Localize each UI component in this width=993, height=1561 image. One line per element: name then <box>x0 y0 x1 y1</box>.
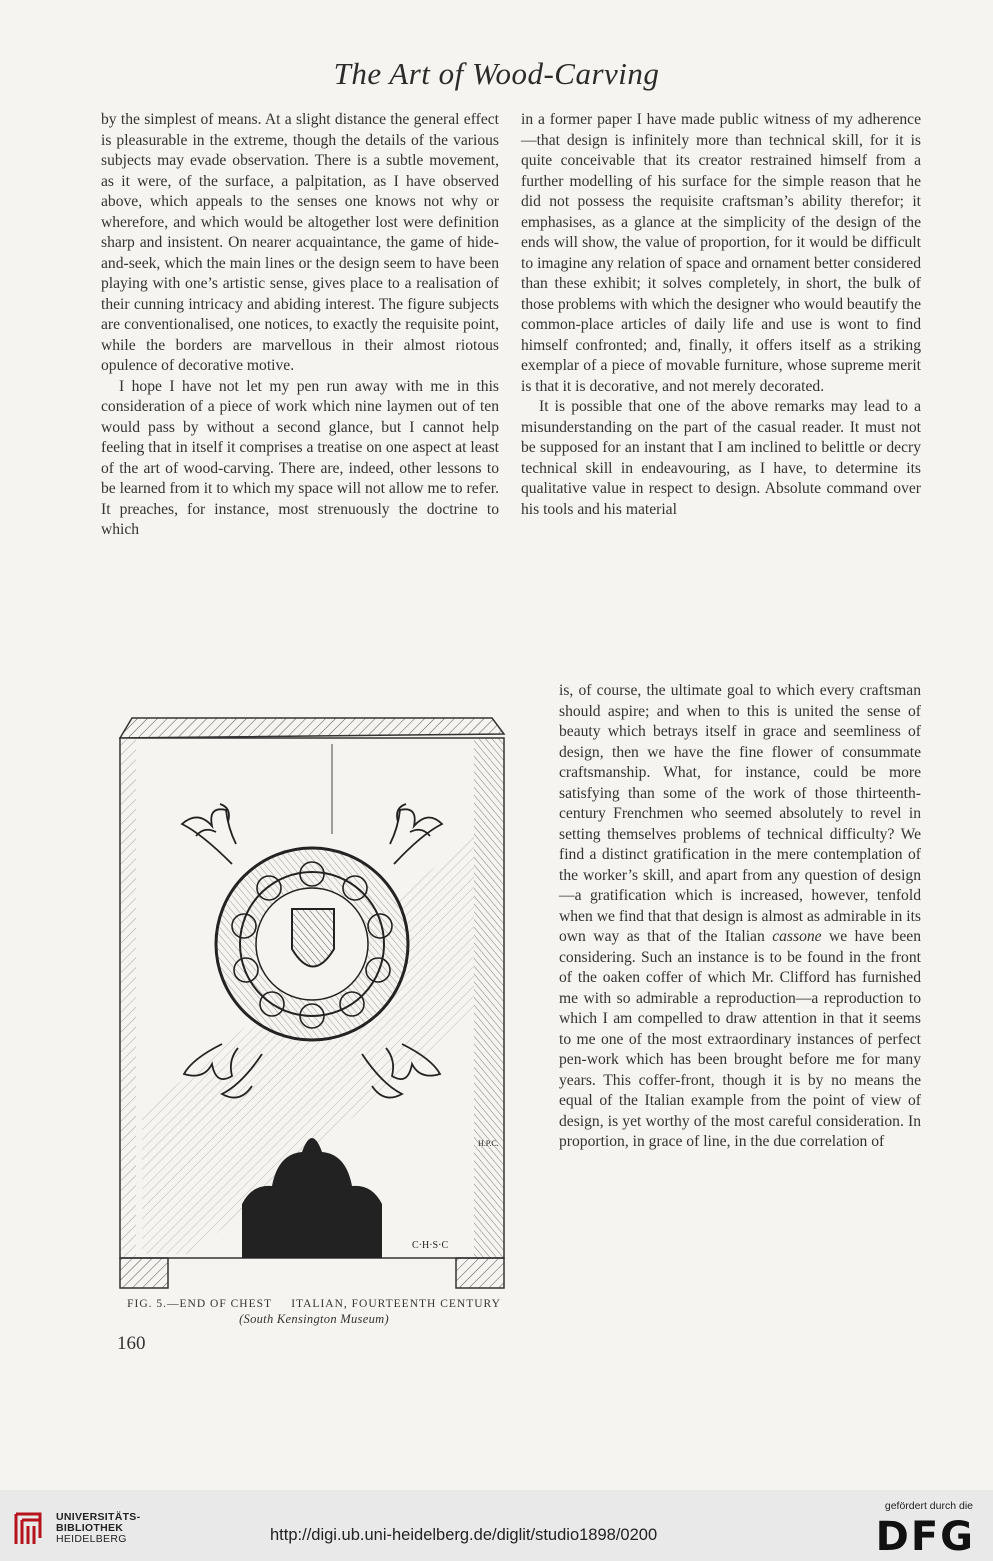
institution-line-3: HEIDELBERG <box>56 1533 127 1545</box>
right-paragraph-2: It is possible that one of the above remarks may lead to a misunderstanding on the part of the casual reader. It must not be supposed for an instant that I am inclined to belittle or decry technical skill in endeavouring, as I have, to determine its qualitative value in respect to design. Absolute command over his tools and his material <box>521 398 921 518</box>
left-column <box>101 110 499 541</box>
page-number: 160 <box>117 1333 146 1354</box>
left-paragraph-1: by the simplest of means. At a slight distance the general effect is pleasurable in the extreme, though the details of the various subjects may evade observation. There is a subtle movement, as it were, of the surface, a palpitation, as I have observed above, which appeals to the senses one knows not why or wherefore, and which would be altogether lost were definition sharp and insistent. On nearer acquaintance, the game of hide-and-seek, which the main lines or the design seem to have been playing with one’s artistic sense, gives place to a realisation of their cunning intricacy and abiding interest. The figure subjects are conventionalised, one notices, to exactly the requisite point, while the borders are marvellous in their almost riotous opulence of decorative motive. <box>101 111 499 374</box>
right-column-narrow <box>559 681 921 1153</box>
carved-chest-drawing <box>112 714 520 1292</box>
source-url-link[interactable]: http://digi.ub.uni-heidelberg.de/diglit/studio1898/0200 <box>270 1526 658 1544</box>
dfg-logo: DFG <box>875 1514 975 1560</box>
figure-caption <box>104 1298 524 1327</box>
university-library-name <box>56 1512 140 1545</box>
right-column-top <box>521 110 921 520</box>
italic-word-cassone: cassone <box>772 928 822 945</box>
caption-line-1: FIG. 5.—END OF CHEST ITALIAN, FOURTEENTH CENTURY <box>127 1298 501 1310</box>
caption-line-2: (South Kensington Museum) <box>239 1312 389 1326</box>
university-library-logo-icon <box>10 1508 50 1553</box>
artist-signature: C·H·S·C <box>412 1240 449 1251</box>
running-head: The Art of Wood-Carving <box>333 56 660 91</box>
right-paragraph-1: in a former paper I have made public witness of my adherence—that design is infinitely more than technical skill, for it is quite conceivable that its creator restrained himself from a further modelling of his surface for the simple reason that he did not possess the requisite craftsman’s ability therefor; it emphasises, as a glance at the simplicity of the design of the ends will show, the value of proportion, for it would be difficult to imagine any relation of space and ornament better considered than these exhibit; it solves completely, in short, the bulk of those problems with which the designer who would beautify the common-place articles of daily life and use is wont to find himself confronted; and, finally, it offers itself as a striking exemplar of a piece of movable furniture, whose supreme merit is that it is decorative, and not merely decorated. <box>521 111 921 395</box>
institution-line-2: BIBLIOTHEK <box>56 1522 124 1534</box>
left-paragraph-2: I hope I have not let my pen run away with me in this consideration of a piece of work which nine laymen out of ten would pass by without a second glance, but I cannot help feeling that in itself it comprises a treatise on one aspect at least of the art of wood-carving. There are, indeed, other lessons to be learned from it to which my space will not allow me to refer. It preaches, for instance, most strenuously the doctrine to which <box>101 377 499 538</box>
right-paragraph-3 <box>559 681 921 1153</box>
institution-line-1: UNIVERSITÄTS- <box>56 1511 141 1523</box>
right-paragraph-3-start: is, of course, the ultimate goal to which every craftsman should aspire; and when to this is united the sense of beauty which betrays itself in grace and seemliness of design, then we have the fine flower of consummate craftsmanship. What, for instance, could be more satisfying than some of the work of those thirteenth-century Frenchmen who seemed absolutely to revel in setting themselves problems of technical difficulty? We find a distinct gratification in the mere contemplation of the worker’s skill, and apart from any question of design—a gratification which is increased, however, tenfold when we find that that design is almost as admirable in its own way as that of the Italian <box>559 682 921 945</box>
right-paragraph-3-end: we have been considering. Such an instance is to be found in the front of the oaken coffer of which Mr. Clifford has furnished me with so admirable a reproduction—a reproduction to which I am compelled to draw attention in that it seems to me one of the most extraordinary instances of perfect pen-work which has been brought before me for many years. This coffer-front, though it is by no means the equal of the Italian example from the point of view of design, is yet worthy of the most careful consideration. In proportion, in grace of line, in the due correlation of <box>559 928 921 1150</box>
chest-end-illustration <box>112 714 520 1292</box>
artist-monogram: H.P.C. <box>478 1139 499 1148</box>
funding-note: gefördert durch die <box>884 1500 973 1512</box>
digitization-footer <box>0 1490 993 1561</box>
